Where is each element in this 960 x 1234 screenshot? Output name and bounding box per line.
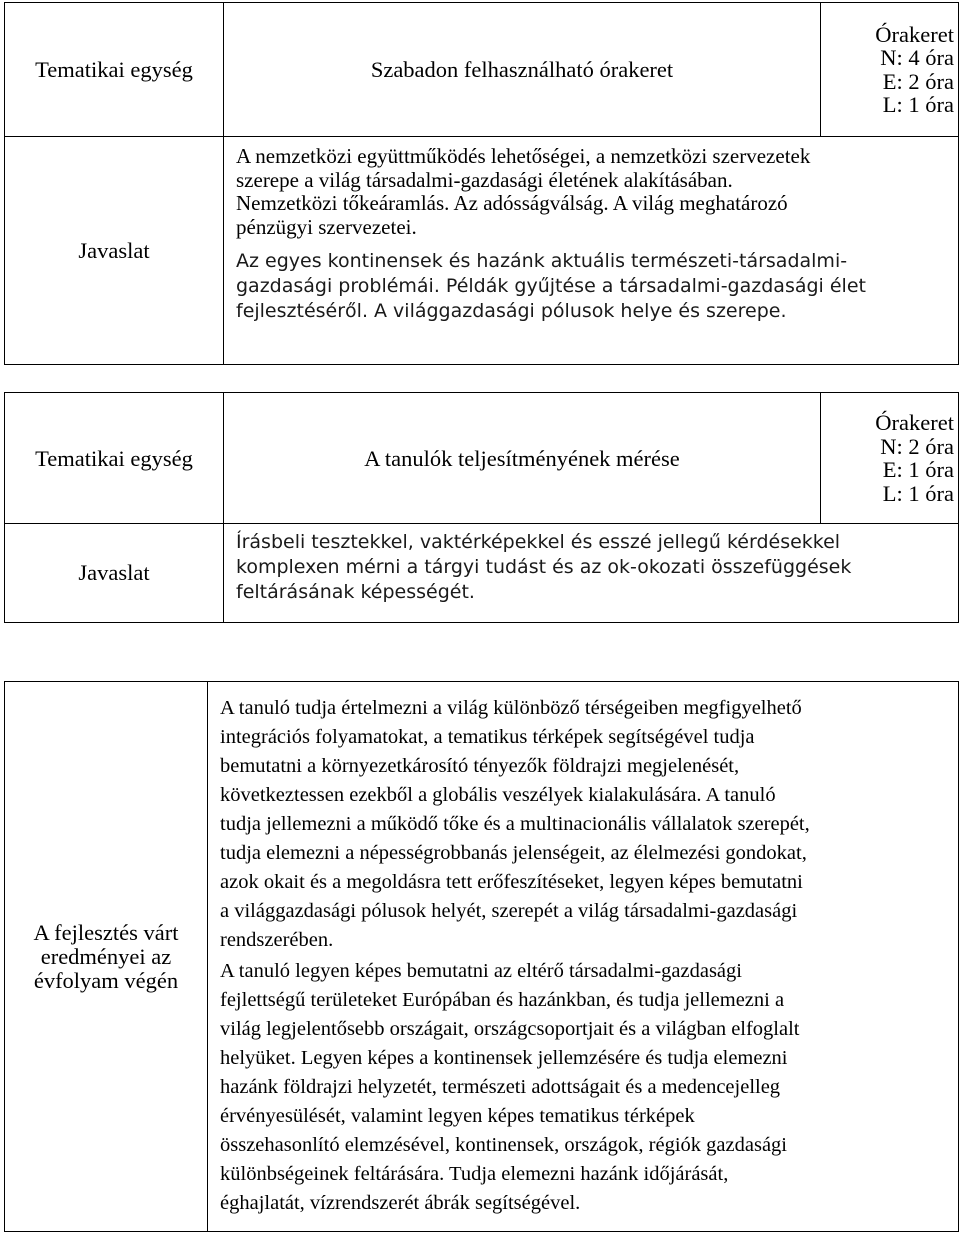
text-line: tudja jellemezni a működő tőke és a multinacionális vállalatok szerepét, <box>220 813 810 835</box>
label-line: évfolyam végén <box>33 967 179 993</box>
text-line: szerepe a világ társadalmi-gazdasági életének alakításában. <box>236 167 733 192</box>
text-line: összehasonlító elemzésével, kontinensek, országok, régiók gazdasági <box>220 1134 787 1156</box>
text-line: A tanuló tudja értelmezni a világ különböző térségeiben megfigyelhető <box>220 697 802 719</box>
outcomes-paragraph-2 <box>220 957 958 1218</box>
text-line: azok okait és a megoldásra tett erőfeszítéseket, legyen képes bemutatni <box>220 871 803 893</box>
text-line: A tanuló legyen képes bemutatni az eltérő társadalmi-gazdasági <box>220 960 742 982</box>
text-line: fejlesztéséről. A világgazdasági pólusok helye és szerepe. <box>236 300 787 322</box>
header-unit-title: Szabadon felhasználható órakeret <box>224 3 821 137</box>
suggestion-paragraph-1 <box>236 145 958 239</box>
text-line: a világgazdasági pólusok helyét, szerepét a világ társadalmi-gazdasági <box>220 900 798 922</box>
hours-label: Órakeret <box>875 21 954 47</box>
expected-outcomes-table <box>4 681 959 1232</box>
text-line: bemutatni a környezetkárosító tényezők földrajzi megjelenését, <box>220 755 740 777</box>
text-line: A nemzetközi együttműködés lehetőségei, a nemzetközi szervezetek <box>236 144 811 168</box>
text-line: integrációs folyamatokat, a tematikus térképek segítségével tudja <box>220 726 755 748</box>
text-line: feltárásának képességét. <box>236 581 475 603</box>
row-label-javaslat: Javaslat <box>5 524 224 623</box>
suggestion-content <box>224 137 959 365</box>
hours-l: L: 1 óra <box>882 480 954 506</box>
header-thematic-unit: Tematikai egység <box>5 393 224 524</box>
expected-outcomes-label <box>5 682 208 1232</box>
text-line: világ legjelentősebb országait, országcsoportjait és a világban elfoglalt <box>220 1018 800 1040</box>
text-line: hazánk földrajzi helyzetét, természeti adottságait és a medencejelleg <box>220 1076 781 1098</box>
text-line: következtessen ezekből a globális veszélyek kialakulására. A tanuló <box>220 784 776 806</box>
row-label-javaslat: Javaslat <box>5 137 224 365</box>
thematic-unit-table-1 <box>4 2 959 365</box>
suggestion-paragraph-2 <box>236 249 958 324</box>
hours-n: N: 2 óra <box>880 433 954 459</box>
expected-outcomes-content <box>208 682 959 1232</box>
header-unit-title: A tanulók teljesítményének mérése <box>224 393 821 524</box>
text-line: Az egyes kontinensek és hazánk aktuális természeti-társadalmi- <box>236 250 848 272</box>
text-line: Írásbeli tesztekkel, vaktérképekkel és esszé jellegű kérdésekkel <box>236 531 841 553</box>
text-line: rendszerében. <box>220 929 334 951</box>
label-line: A fejlesztés várt <box>33 919 179 945</box>
hours-e: E: 2 óra <box>882 68 954 94</box>
hours-n: N: 4 óra <box>880 45 954 70</box>
text-line: komplexen mérni a tárgyi tudást és az ok-okozati összefüggések <box>236 556 852 578</box>
text-line: Nemzetközi tőkeáramlás. Az adósságválság. A világ meghatározó <box>236 191 788 215</box>
hours-label: Órakeret <box>875 410 954 435</box>
text-line: tudja elemezni a népességrobbanás jelenségeit, az élelmezési gondokat, <box>220 842 807 864</box>
text-line: különbségeinek feltárására. Tudja elemezni hazánk időjárását, <box>220 1163 729 1185</box>
suggestion-paragraph <box>236 530 958 605</box>
hours-cell <box>821 3 959 137</box>
label-line: eredményei az <box>40 943 172 969</box>
text-line: fejlettségű területeket Európában és hazánkban, és tudja jellemezni a <box>220 989 785 1011</box>
outcomes-paragraph-1 <box>220 694 958 955</box>
text-line: éghajlatát, vízrendszerét ábrák segítségével. <box>220 1192 581 1214</box>
thematic-unit-table-2 <box>4 392 959 623</box>
text-line: érvényesülését, valamint legyen képes tematikus térképek <box>220 1105 695 1127</box>
header-thematic-unit: Tematikai egység <box>5 3 224 137</box>
text-line: helyüket. Legyen képes a kontinensek jellemzésére és tudja elemezni <box>220 1047 788 1069</box>
text-line: pénzügyi szervezetei. <box>236 214 417 239</box>
suggestion-content <box>224 524 959 623</box>
hours-l: L: 1 óra <box>882 92 954 117</box>
hours-cell <box>821 393 959 524</box>
hours-e: E: 1 óra <box>882 457 954 482</box>
text-line: gazdasági problémái. Példák gyűjtése a társadalmi-gazdasági élet <box>236 275 866 297</box>
